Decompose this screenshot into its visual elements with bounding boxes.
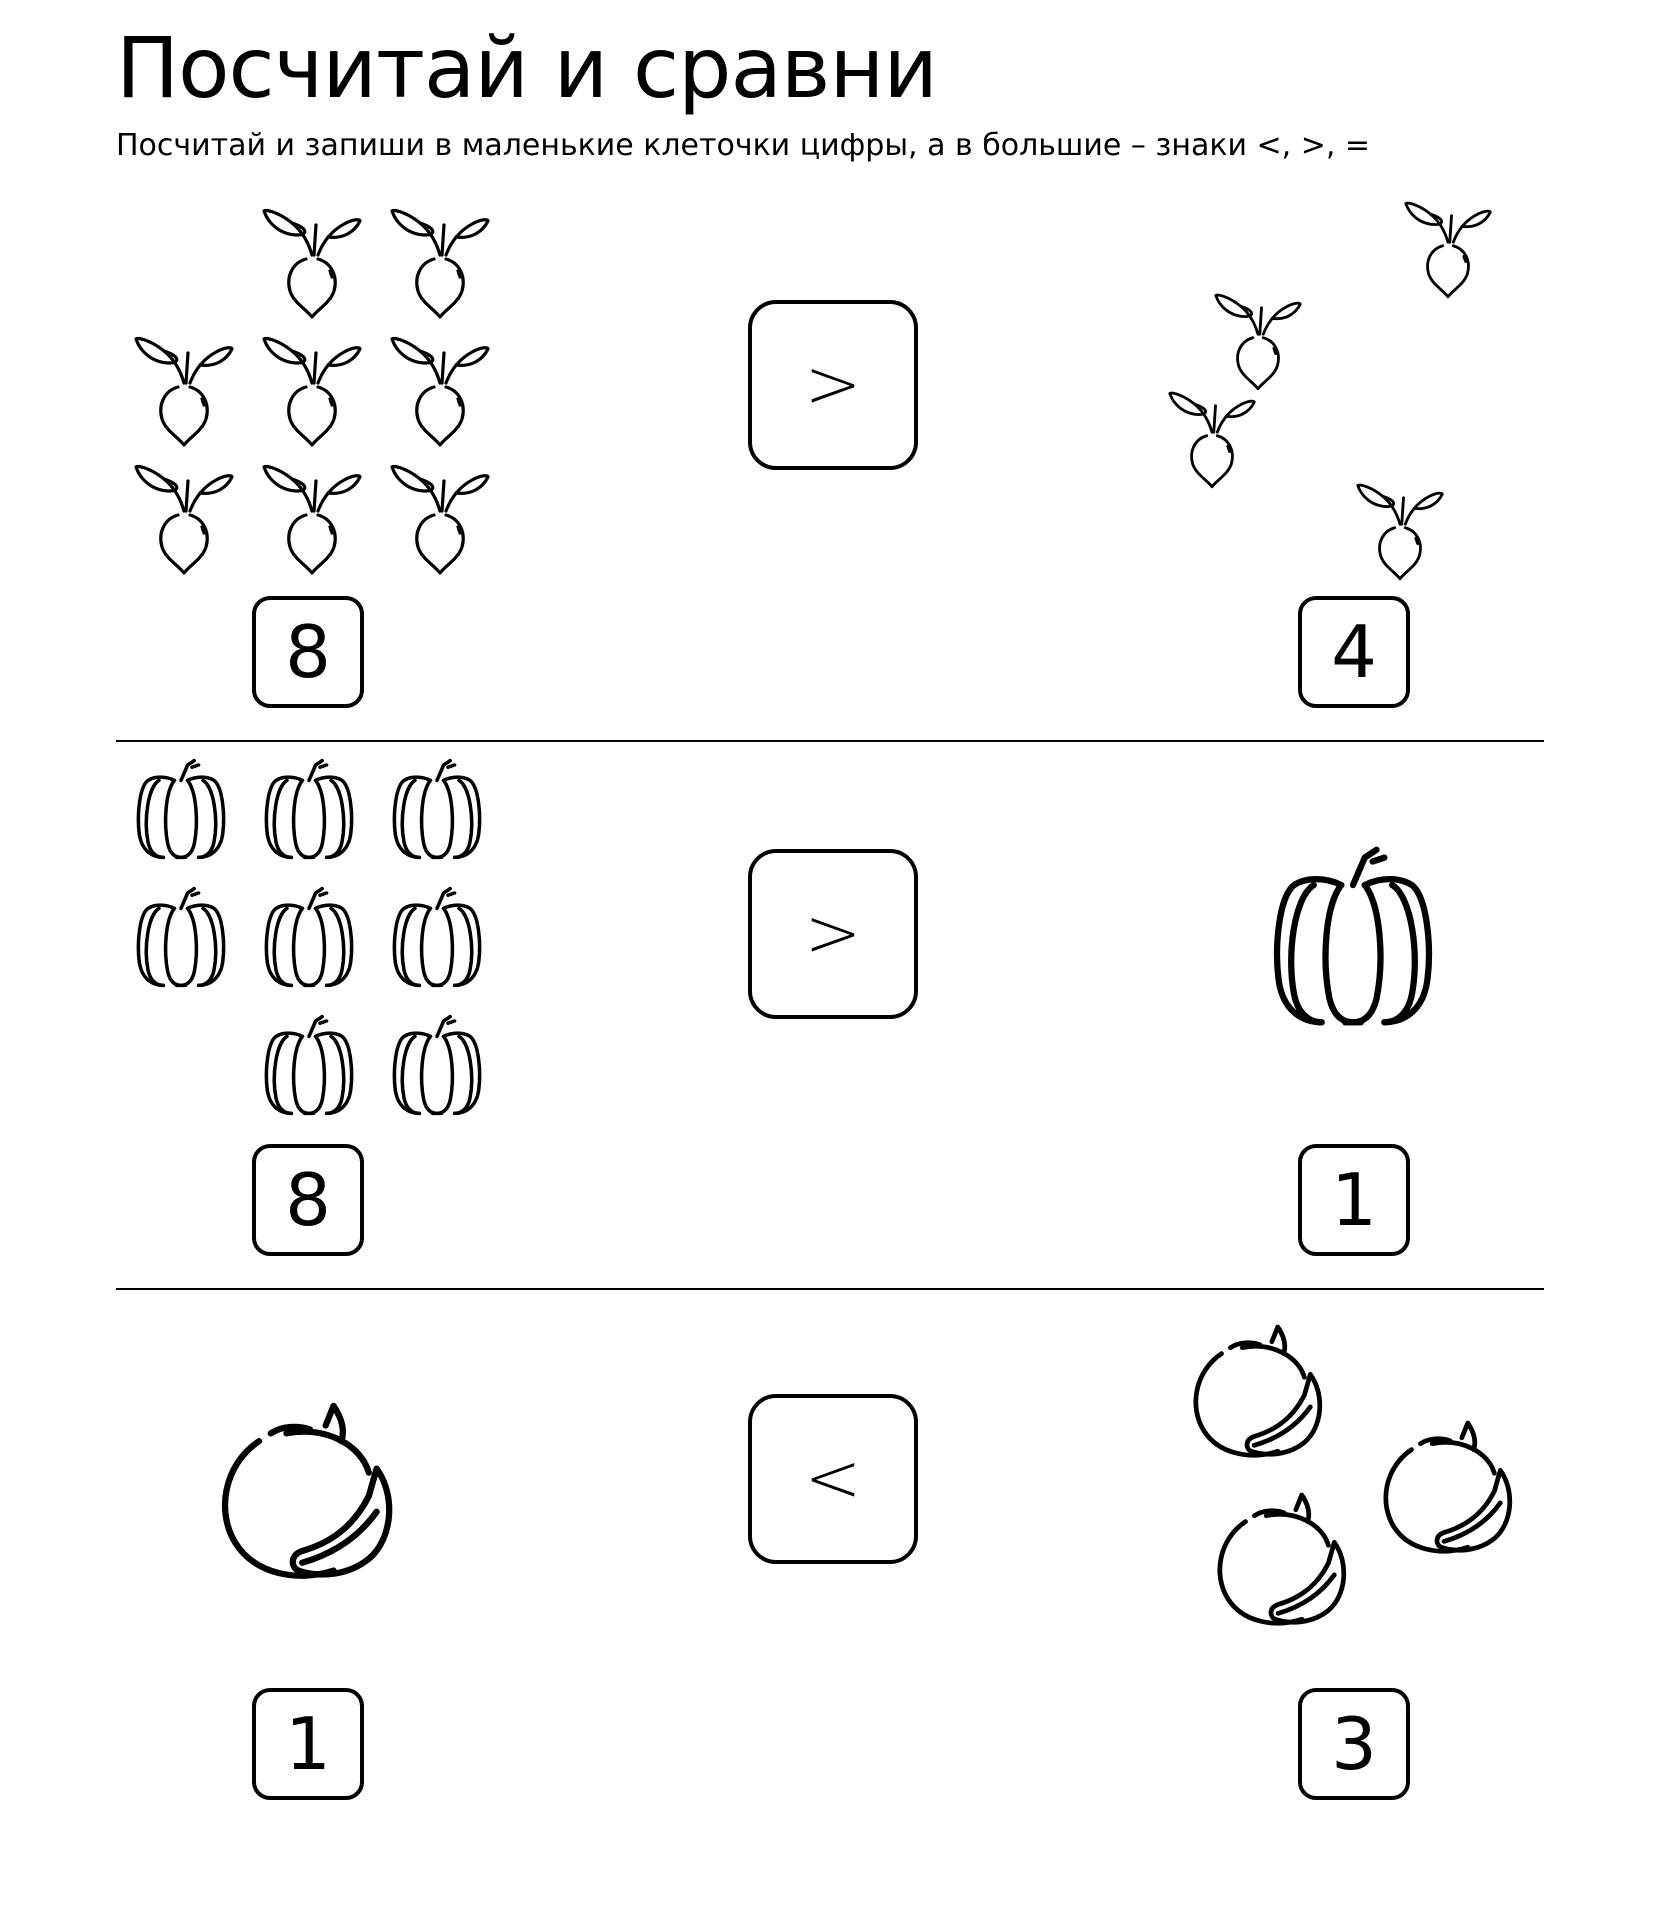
pumpkin-icon — [126, 882, 236, 992]
pumpkin-icon — [382, 882, 492, 992]
pumpkin-icon — [1255, 838, 1451, 1034]
left-count-box[interactable]: 8 — [252, 596, 364, 708]
pumpkin-icon — [254, 1010, 364, 1120]
page-title: Посчитай и сравни — [116, 19, 937, 117]
beet-icon — [390, 461, 490, 581]
melon-icon — [212, 1402, 408, 1598]
beet-icon — [134, 333, 234, 453]
pumpkin-icon — [254, 882, 364, 992]
left-count-box[interactable]: 8 — [252, 1144, 364, 1256]
beet-icon — [1404, 198, 1492, 304]
right-count-box[interactable]: 1 — [1298, 1144, 1410, 1256]
row-melons — [0, 1290, 1654, 1920]
pumpkin-icon — [126, 754, 236, 864]
melon-icon — [1186, 1324, 1334, 1472]
pumpkin-icon — [254, 754, 364, 864]
pumpkin-icon — [382, 754, 492, 864]
beet-icon — [134, 461, 234, 581]
right-count-box[interactable]: 4 — [1298, 596, 1410, 708]
instruction-text: Посчитай и запиши в маленькие клеточки цифры, а в большие – знаки <, >, = — [116, 128, 1371, 163]
beet-icon — [390, 333, 490, 453]
beet-icon — [1168, 388, 1256, 494]
row-beets — [0, 0, 1654, 740]
beet-icon — [1214, 290, 1302, 396]
beet-icon — [262, 461, 362, 581]
melon-icon — [1210, 1492, 1358, 1640]
left-count-box[interactable]: 1 — [252, 1688, 364, 1800]
beet-icon — [262, 333, 362, 453]
melon-icon — [1376, 1420, 1524, 1568]
beet-icon — [390, 205, 490, 325]
comparison-sign-box[interactable]: < — [748, 1394, 918, 1564]
beet-icon — [262, 205, 362, 325]
row-pumpkins — [0, 742, 1654, 1288]
comparison-sign-box[interactable]: > — [748, 849, 918, 1019]
right-count-box[interactable]: 3 — [1298, 1688, 1410, 1800]
beet-icon — [1356, 480, 1444, 586]
comparison-sign-box[interactable]: > — [748, 300, 918, 470]
pumpkin-icon — [382, 1010, 492, 1120]
